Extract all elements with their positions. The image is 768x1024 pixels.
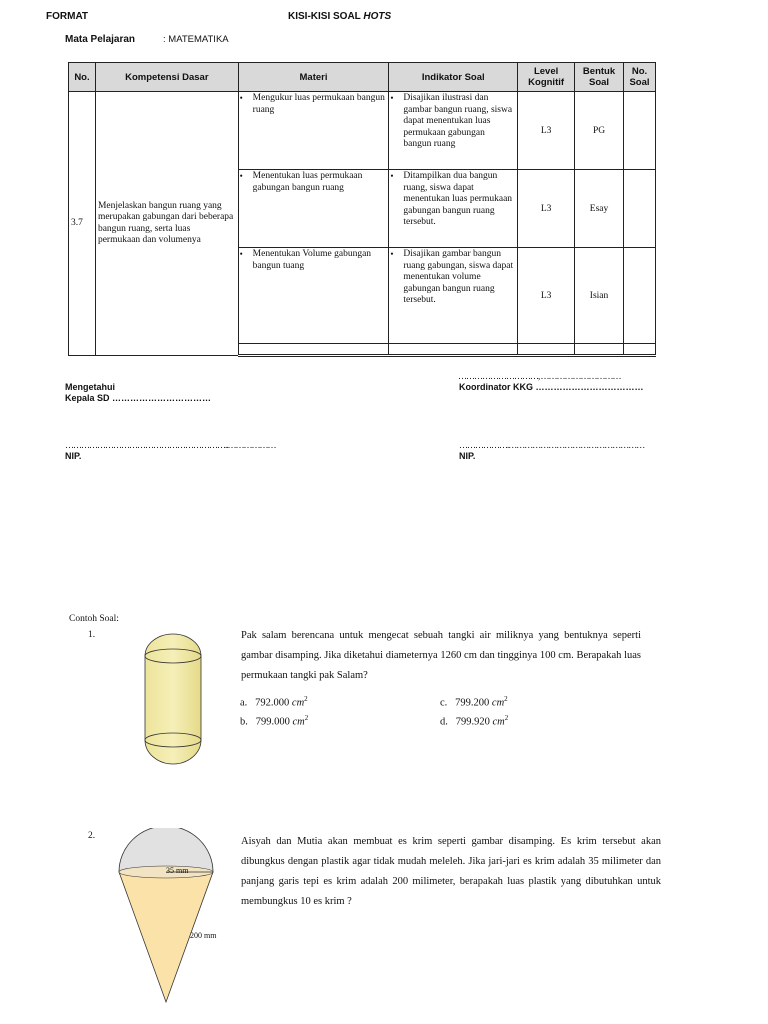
subject-label: Mata Pelajaran — [65, 34, 136, 45]
koordinator-label: Koordinator KKG ……………………………… — [459, 382, 644, 392]
option-d: d. 799.920 $cm^2$ — [440, 714, 509, 728]
kepala-sd-label: Kepala SD …………………………… — [65, 393, 212, 403]
indikator-cell: • Disajikan gambar bangun ruang gabungan, siswa dapat menentukan volume gabungan bangun ruang tersebut. — [389, 248, 518, 344]
question-text: Aisyah dan Mutia akan membuat es krim seperti gambar disamping. Es krim tersebut akan dibungkus dengan plastik agar tidak mudah meleleh. Jika jari-jari es krim adalah 35 milimeter dan panjang garis tepi es krim adalah 200 milimeter, berapakah luas plastik yang dibutuhkan untuk membungkus 10 es krim ? — [241, 836, 661, 907]
question-number: 1. — [88, 630, 96, 640]
slant-height-label: 200 mm — [190, 931, 217, 940]
indikator-cell: • Disajikan ilustrasi dan gambar bangun ruang, siswa dapat menentukan luas permukaan gabungan bangun ruang — [389, 92, 518, 170]
ice-cream-illustration — [112, 828, 222, 1006]
header-no-soal: No. Soal — [624, 63, 656, 92]
kd-number-cell: 3.7 — [69, 92, 96, 356]
materi-cell: • Menentukan Volume gabungan bangun tuang — [238, 248, 389, 344]
left-signature-line: ……………………………………………………..……………… — [65, 440, 276, 450]
format-label: FORMAT — [46, 11, 89, 22]
header-no: No. — [69, 63, 96, 92]
right-signature-line: ……………….…………………………………………… — [459, 440, 645, 450]
materi-cell: • Mengukur luas permukaan bangun ruang — [238, 92, 389, 170]
indikator-cell: • Ditampilkan dua bangun ruang, siswa dapat menentukan luas permukaan gabungan bangun ruang tersebut. — [389, 170, 518, 248]
document-title: KISI-KISI SOAL HOTS — [288, 11, 392, 22]
header-materi: Materi — [238, 63, 389, 92]
kd-text-cell: Menjelaskan bangun ruang yang merupakan gabungan dari beberapa bangun ruang, serta luas permukaan dan volumenya — [95, 92, 238, 356]
question-number: 2. — [88, 831, 96, 841]
nip-right: NIP. — [459, 451, 476, 461]
bentuk-cell: Esay — [575, 170, 624, 248]
mengetahui-label: Mengetahui — [65, 382, 116, 392]
radius-label: 35 mm — [166, 866, 189, 875]
table-header-row — [69, 63, 656, 92]
no-soal-cell — [624, 92, 656, 170]
option-c: c. 799.200 $cm^2$ — [440, 695, 508, 709]
header-level: Level Kognitif — [518, 63, 575, 92]
level-cell: L3 — [518, 92, 575, 170]
no-soal-cell — [624, 170, 656, 248]
no-soal-cell — [624, 248, 656, 344]
contoh-soal-heading: Contoh Soal: — [69, 614, 119, 624]
option-b: b. 799.000 $cm^2$ — [240, 714, 309, 728]
date-line: …………………………, ………………………… — [458, 371, 621, 381]
header-indikator: Indikator Soal — [389, 63, 518, 92]
bentuk-cell: Isian — [575, 248, 624, 344]
nip-left: NIP. — [65, 451, 82, 461]
materi-cell: • Menentukan luas permukaan gabungan bangun ruang — [238, 170, 389, 248]
subject-value: : MATEMATIKA — [163, 34, 229, 45]
option-a: a. 792.000 $cm^2$ — [240, 695, 308, 709]
table-row — [69, 92, 656, 170]
level-cell: L3 — [518, 248, 575, 344]
header-kompetensi: Kompetensi Dasar — [95, 63, 238, 92]
bentuk-cell: PG — [575, 92, 624, 170]
level-cell: L3 — [518, 170, 575, 248]
header-bentuk: Bentuk Soal — [575, 63, 624, 92]
question-text: Pak salam berencana untuk mengecat sebuah tangki air miliknya yang bentuknya seperti gambar disamping. Jika diketahui diameternya 1260 cm dan tingginya 100 cm. Berapakah luas permukaan tangki pak Salam? — [241, 630, 641, 681]
kisi-kisi-table — [68, 62, 656, 357]
tank-illustration — [140, 630, 206, 770]
